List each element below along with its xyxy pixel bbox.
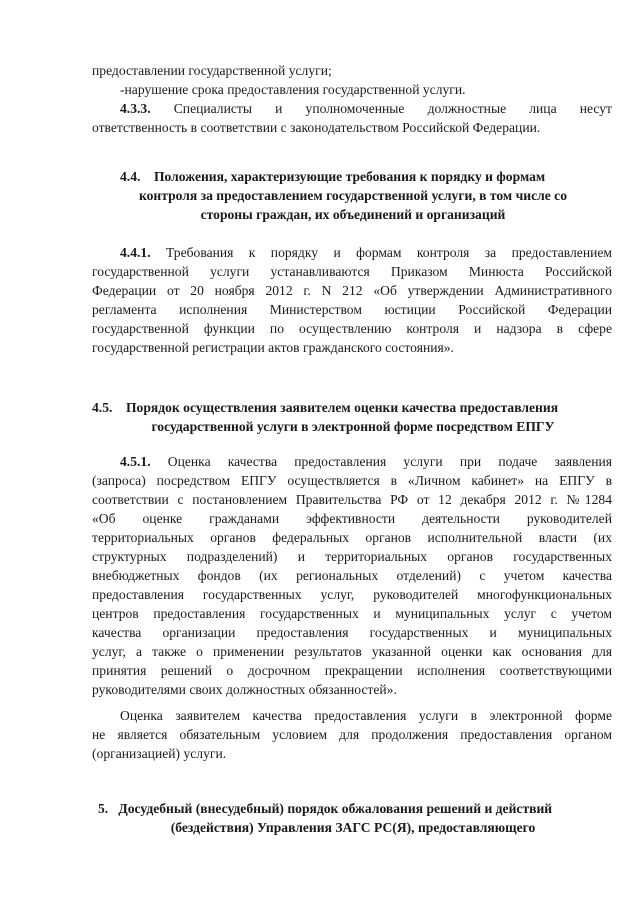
text-line: предоставления государственных услуг, руководителей многофункциональных <box>92 587 612 602</box>
text-line: территориальных органов федеральных органов исполнительной власти (их <box>92 530 612 545</box>
heading-line: государственной услуги в электронной форме посредством ЕПГУ <box>151 419 555 434</box>
text-line: Требования к порядку и формам контроля за предоставлением <box>166 245 612 260</box>
text-line: руководителями своих должностных обязанностей». <box>92 682 397 697</box>
text-line: регламента исполнения Министерством юстиции Российской Федерации <box>92 302 612 317</box>
paragraph-4-4-1-first <box>120 244 612 262</box>
text-line: ответственность в соответствии с законодательством Российской Федерации. <box>92 120 541 135</box>
text-line: государственной регистрации актов гражданского состояния». <box>92 340 454 355</box>
text-line: «Об оценке гражданами эффективности деятельности руководителей <box>92 511 612 526</box>
text-line: качества организации предоставления государственных и муниципальных <box>92 625 612 640</box>
section-heading-5 <box>98 800 552 818</box>
heading-line: (бездействия) Управления ЗАГС РС(Я), предоставляющего <box>170 820 536 835</box>
text-line: Оценка заявителем качества предоставления услуги в электронной форме <box>120 708 612 723</box>
text-line: государственной функции по осуществлению контроля и надзора в сфере <box>92 321 612 336</box>
heading-line: стороны граждан, их объединений и организаций <box>200 207 506 222</box>
text-line: не является обязательным условием для продолжения предоставления органом <box>92 727 612 742</box>
section-number: 5. <box>98 801 109 816</box>
text-line: Оценка качества предоставления услуги при подаче заявления <box>167 454 613 469</box>
section-heading-4-4 <box>120 168 545 186</box>
text-line: (организацией) услуги. <box>92 746 227 761</box>
text-line: предоставлении государственной услуги; <box>92 63 332 78</box>
text-line: принятия решений о досрочном прекращении исполнения соответствующими <box>92 663 612 678</box>
section-number: 4.4.1. <box>120 245 151 260</box>
text-line: (запроса) посредством ЕПГУ осуществляется в «Личном кабинет» на ЕПГУ в <box>92 473 612 488</box>
text-line: Специалисты и уполномоченные должностные лица несут <box>173 101 612 116</box>
text-line: центров предоставления государственных и муниципальных услуг с учетом <box>92 606 612 621</box>
heading-line: Досудебный (внесудебный) порядок обжалования решений и действий <box>118 801 553 816</box>
section-heading-4-5 <box>92 399 558 417</box>
text-line: государственной услуги устанавливаются Приказом Минюста Российской <box>92 264 612 279</box>
paragraph-4-3-3-first <box>120 100 612 118</box>
text-line: соответствии с постановлением Правительства РФ от 12 декабря 2012 г. №1284 <box>92 492 612 507</box>
text-line: внебюджетных фондов (их региональных отделений) с учетом качества <box>92 568 612 583</box>
paragraph-4-5-1-first <box>120 453 612 471</box>
section-number: 4.3.3. <box>120 101 151 116</box>
text-line: -нарушение срока предоставления государственной услуги. <box>120 82 466 97</box>
section-number: 4.5. <box>92 400 113 415</box>
heading-line: контроля за предоставлением государственной услуги, в том числе со <box>138 188 568 203</box>
section-number: 4.4. <box>120 169 141 184</box>
section-number: 4.5.1. <box>120 454 151 469</box>
text-line: услуг, а также о применении результатов указанной оценки как основания для <box>92 644 612 659</box>
heading-line: Положения, характеризующие требования к порядку и формам <box>153 169 546 184</box>
text-line: Федерации от 20 ноября 2012 г. N 212 «Об утверждении Административного <box>92 283 612 298</box>
heading-line: Порядок осуществления заявителем оценки качества предоставления <box>125 400 559 415</box>
text-line: структурных подразделений) и территориальных органов государственных <box>92 549 612 564</box>
